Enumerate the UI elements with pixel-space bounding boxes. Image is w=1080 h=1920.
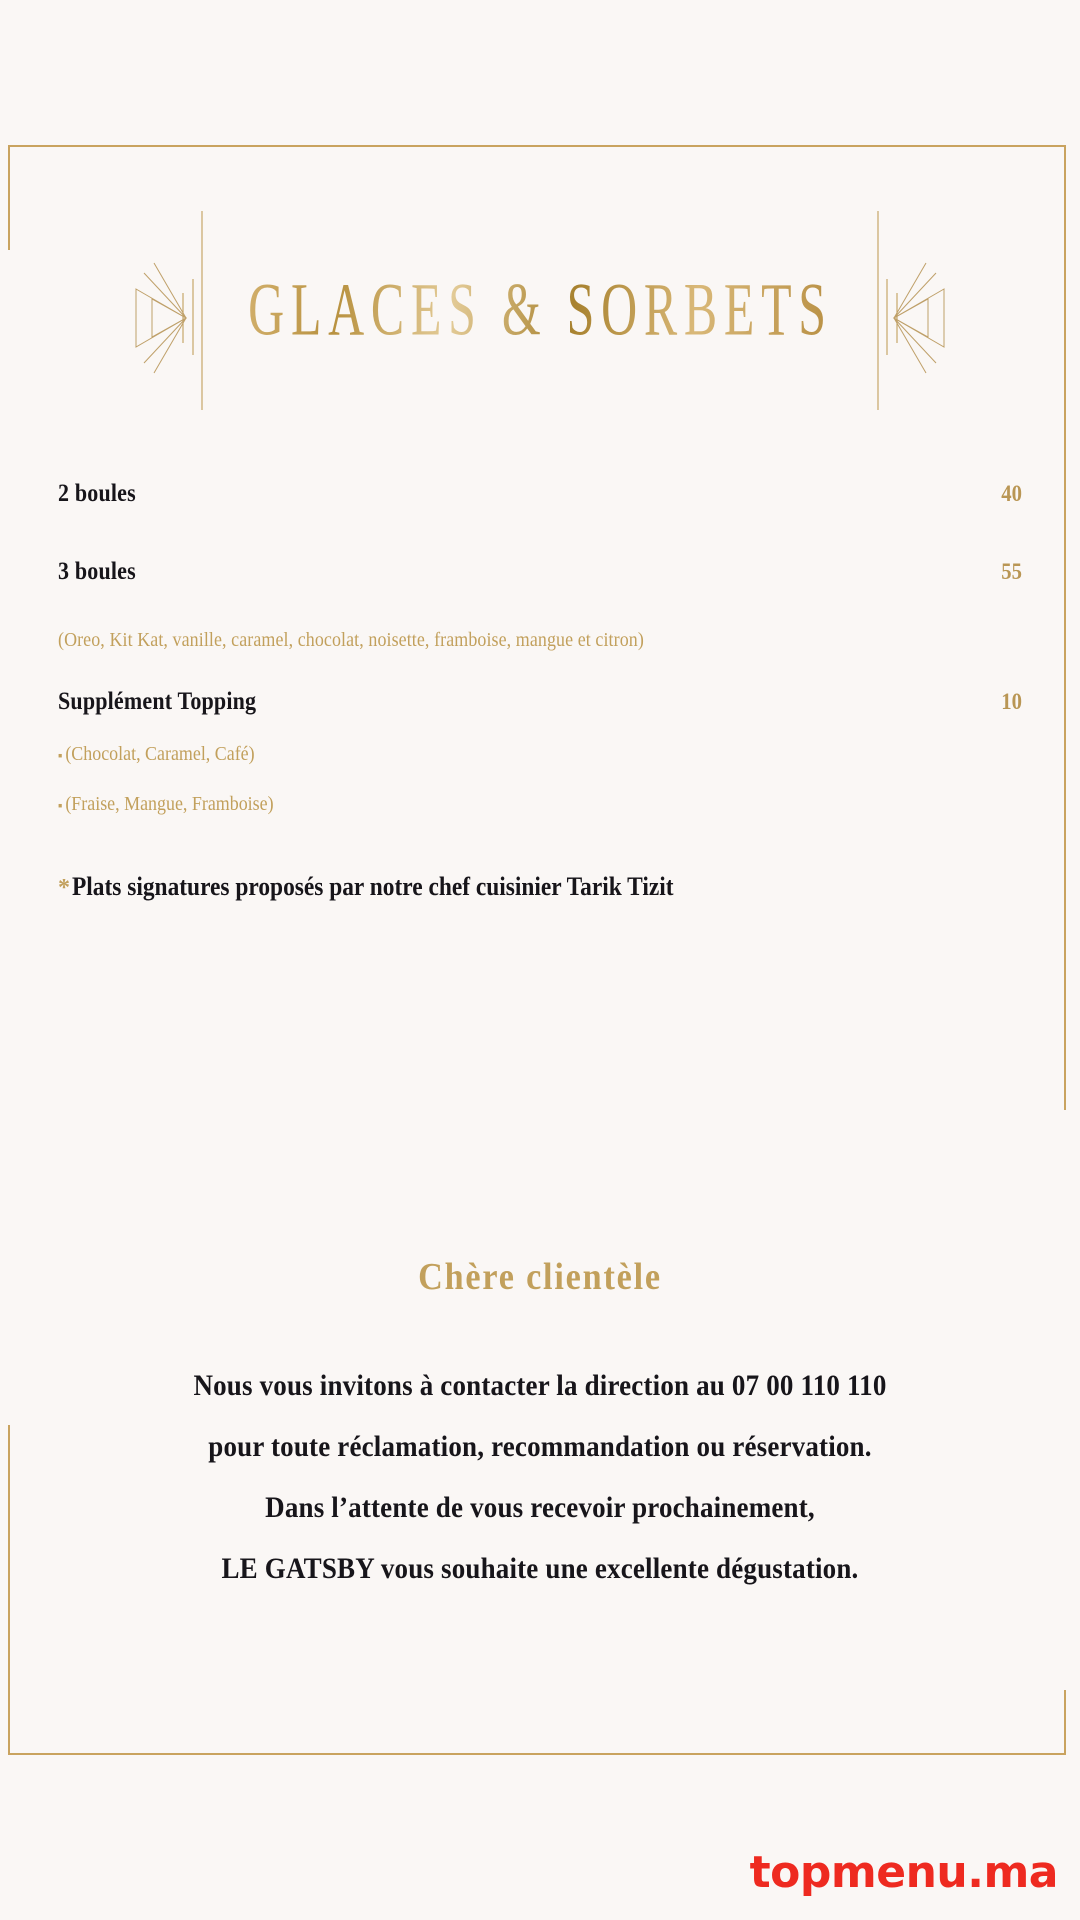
menu-item-name: 2 boules [58, 480, 136, 507]
menu-row-2-boules [58, 480, 1022, 508]
spacer [58, 586, 1022, 630]
spacer [58, 716, 1022, 744]
bullet-icon: ▪ [58, 799, 63, 814]
topping-option-label: (Chocolat, Caramel, Café) [65, 744, 255, 765]
section-header [0, 195, 1080, 425]
frame-line-bottom [8, 1753, 1066, 1755]
asterisk-icon: * [58, 875, 70, 901]
topping-option-label: (Fraise, Mangue, Framboise) [65, 794, 274, 815]
menu-item-price: 55 [1001, 559, 1022, 584]
signature-note [58, 872, 1022, 902]
closing-message [0, 1255, 1080, 1599]
menu-item-name: 3 boules [58, 558, 136, 585]
watermark-topmenu: topmenu.ma [749, 1847, 1058, 1898]
closing-line: pour toute réclamation, recommandation ou réservation. [208, 1430, 872, 1463]
closing-line: Nous vous invitons à contacter la direction au 07 00 110 110 [193, 1369, 887, 1402]
closing-line: LE GATSBY vous souhaite une excellente dégustation. [221, 1552, 859, 1585]
spacer [58, 766, 1022, 794]
flavours-note: (Oreo, Kit Kat, vanille, caramel, chocolat, noisette, framboise, mangue et citron) [58, 630, 644, 651]
spacer [58, 508, 1022, 558]
frame-line-top [8, 145, 1066, 147]
art-deco-fan-right-icon [870, 203, 966, 418]
spacer [58, 652, 1022, 688]
menu-item-price: 40 [1001, 481, 1022, 506]
menu-section [58, 480, 1022, 816]
topping-option-1 [58, 744, 945, 766]
art-deco-fan-left-icon [114, 203, 210, 418]
menu-item-name: Supplément Topping [58, 688, 257, 715]
menu-row-supplement-topping [58, 688, 1022, 716]
topping-option-2 [58, 794, 945, 816]
menu-item-price: 10 [1001, 689, 1022, 714]
closing-line: Dans l’attente de vous recevoir prochainement, [265, 1491, 815, 1524]
signature-note-text: Plats signatures proposés par notre chef cuisinier Tarik Tizit [72, 872, 674, 901]
bullet-icon: ▪ [58, 749, 63, 764]
menu-row-3-boules [58, 558, 1022, 586]
closing-heading: Chère clientèle [418, 1256, 662, 1298]
page-title: GLACES & SORBETS [223, 267, 858, 353]
frame-line-right-lower [1064, 1690, 1066, 1755]
